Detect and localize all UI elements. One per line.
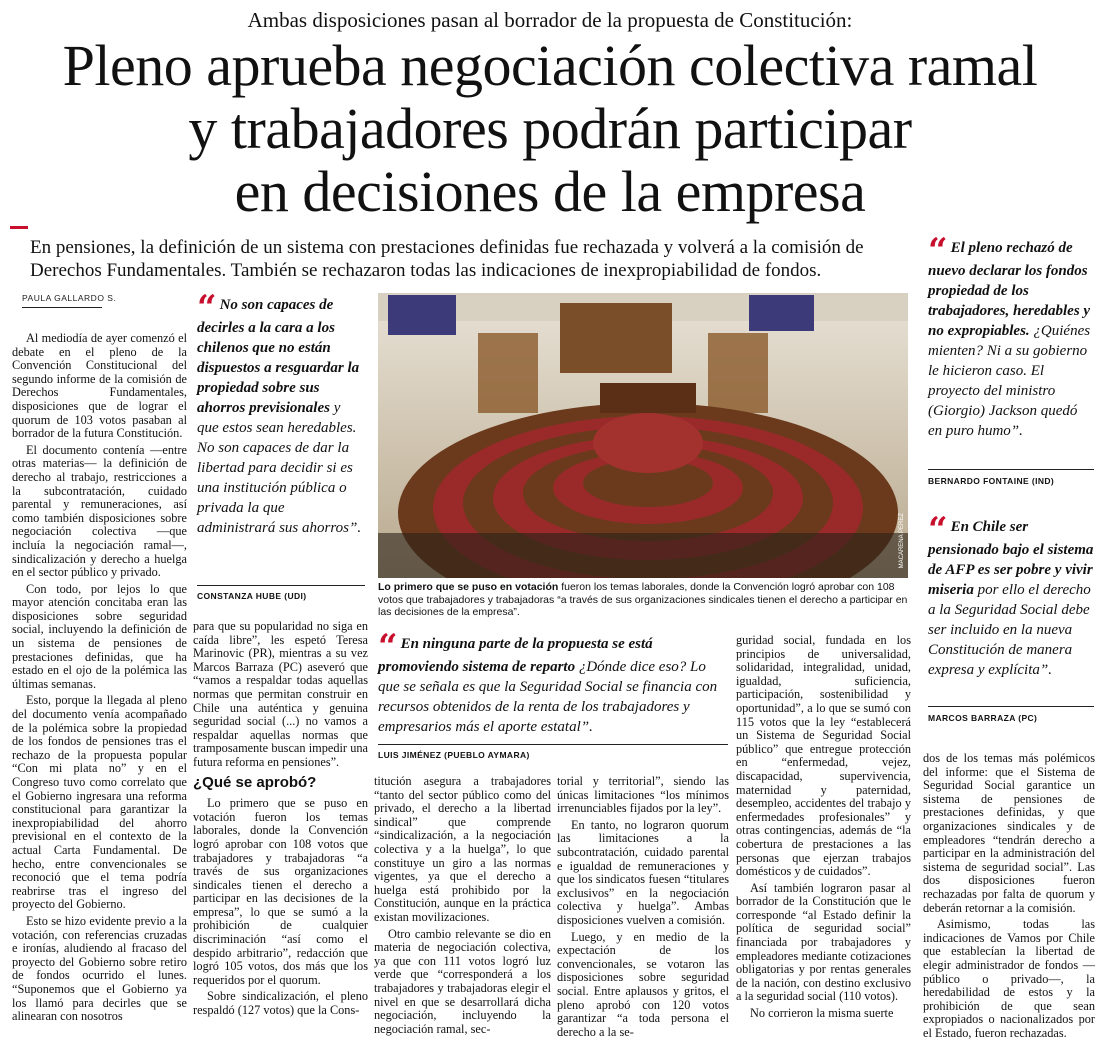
quote-attribution: LUIS JIMÉNEZ (PUEBLO AYMARA): [378, 750, 530, 760]
quote-text: por ello el derecho a la Seguridad Social debe ser incluido en la nueva Constitución de manera expresa y explícita”.: [928, 582, 1091, 678]
quote-attribution: CONSTANZA HUBE (UDI): [197, 591, 307, 601]
quote-text: y que estos sean heredables. No son capaces de dar la libertad para decidir si es una institución pública o privada la que administrará sus ahorros”.: [197, 400, 362, 536]
paragraph: Así también lograron pasar al borrador de la Constitución que le corresponde “al Estado definir la política de seguridad social” financiada por trabajadores y empleadores mediante cotizaciones obligatorias y por rentas generales de la nación, con destino exclusivo a la seguridad social (110 votos).: [736, 880, 911, 1004]
paragraph: El documento contenía —entre otras materias— la definición de derecho al trabajo, restricciones a la subcontratación, cuidado parental y remuneraciones, así como también disposiciones sobre negociación colectiva —que incluía la negociación ramal—, sindicalización y derecho a huelga en el sector público y privado.: [12, 442, 187, 580]
paragraph: No corrieron la misma suerte: [750, 1006, 894, 1021]
quote-rule: [378, 744, 728, 745]
quote-bold: En Chile ser pensionado bajo el sistema de AFP es ser pobre y vivir miseria: [928, 519, 1094, 598]
section-heading: ¿Qué se aprobó?: [193, 773, 317, 791]
quote-mark-icon: “: [197, 288, 217, 328]
subdeck: En pensiones, la definición de un sistema con prestaciones definidas fue rechazada y volverá a la comisión de Derechos Fundamentales. También se rechazaron todas las indicaciones de inexpropiabilidad de fondos.: [30, 237, 864, 281]
quote-rule: [928, 469, 1094, 470]
paragraph: Lo primero que se puso en votación fueron los temas laborales, donde la Convención logró aprobar con 108 votos que trabajadores y trabajadoras “a través de sus organizaciones sindicales tienen el derecho a participar en las decisiones de la empresa”, lo que se sumó a la prohibición de cualquier discriminación “así como el despido arbitrario”, redacción que logró 105 votos, dos más que los requeridos por el quorum.: [193, 796, 368, 987]
quote-mark-icon: “: [928, 510, 948, 550]
paragraph: Esto, porque la llegada al pleno del documento venía acompañado de la polémica sobre la propiedad de los fondos de pensiones tras el rechazo de la propuesta popular “Con mi plata no” y en el Congreso tuvo como correlato que el Gobierno ingresara una reforma constitucional para garantizar la inexpropiabilidad del ahorro previsional en el contexto de la actual Carta Fundamental. De hecho, entre convencionales se reconoció que el tema podría reabrirse tras el ingreso del proyecto del Gobierno.: [12, 693, 187, 912]
quote-rule: [928, 706, 1094, 707]
article-column-5: [736, 634, 911, 1024]
quote-mark-icon: “: [378, 627, 398, 667]
quote-bold: En ninguna parte de la propuesta se está promoviendo sistema de reparto: [378, 636, 653, 675]
paragraph: Con todo, por lejos lo que mayor atención concitaba eran las disposiciones sobre seguridad social, incluyendo la definición de un sistema de pensiones de prestaciones definidas, que ha estado en el ojo de la polémica las últimas semanas.: [12, 581, 187, 691]
quote-mark-icon: “: [928, 231, 948, 271]
article-column-3: [374, 775, 551, 1039]
paragraph: torial y territorial”, siendo las únicas limitaciones “los mínimos irrenunciables fijados por la ley”.: [557, 774, 729, 816]
pull-quote-barraza: [928, 510, 1094, 680]
byline-rule: [22, 307, 102, 308]
paragraph: Sobre sindicalización, el pleno respaldó (127 votos) que la Cons-: [193, 989, 368, 1018]
accent-bar: [10, 226, 28, 229]
byline: PAULA GALLARDO S.: [22, 293, 117, 303]
caption-lead: Lo primero que se puso en votación: [378, 581, 559, 593]
plenary-photo: [378, 293, 908, 578]
pull-quote-fontaine: [928, 231, 1094, 441]
quote-text: ¿Dónde dice eso? Lo que se señala es que la Seguridad Social se financia con recursos obtenidos de la renta de los trabajadores y empresarios más el aporte estatal”.: [378, 659, 718, 735]
paragraph: titución asegura a trabajadores “tanto del sector público como del privado, el derecho a la libertad sindical” que comprende “sindicalización, a la negociación colectiva y a la huelga”, lo que constituye un giro a las normas vigentes, ya que el derecho a huelga está prohibido por la Constitución, aunque en la práctica existan movilizaciones.: [374, 774, 551, 924]
chamber-photo-illustration: [378, 293, 908, 578]
kicker: Ambas disposiciones pasan al borrador de la propuesta de Constitución:: [247, 8, 853, 32]
paragraph: para que su popularidad no siga en caída libre”, les espetó Teresa Marinovic (PR), mientras a su vez Marcos Barraza (PC) aseveró que “vamos a respaldar todas aquellas normas que permitan construir en Chile una auténtica y genuina seguridad social (...) no vamos a respaldar aquellas normas que tramposamente buscan impedir una futura reforma en pensiones”.: [193, 619, 368, 769]
paragraph: Asimismo, todas las indicaciones de Vamos por Chile que establecían la libertad de elegir administrador de fondos —público o privado—, la heredabilidad de estos y la prohibición de que sean expropiados o nacionalizados por el Estado, fueron rechazadas.: [923, 917, 1095, 1040]
photo-caption: [378, 581, 908, 619]
article-column-1: [12, 332, 187, 1027]
quote-text: ¿Quiénes mienten? Ni a su gobierno le hicieron caso. El proyecto del ministro (Giorgio) Jackson quedó en puro humo”.: [928, 323, 1091, 439]
quote-rule: [197, 585, 365, 586]
quote-bold: No son capaces de decirles a la cara a los chilenos que no están dispuestos a resguardar la propiedad sobre sus ahorros previsionales: [197, 297, 360, 416]
pull-quote-jimenez: [378, 627, 728, 737]
article-column-4: [557, 775, 729, 1042]
quote-attribution: MARCOS BARRAZA (PC): [928, 713, 1038, 723]
quote-attribution: BERNARDO FONTAINE (IND): [928, 476, 1055, 486]
paragraph: Al mediodía de ayer comenzó el debate en el pleno de la Convención Constitucional del segundo informe de la comisión de Derechos Fundamentales, disposiciones que de lograr el quorum de 103 votos pasaban al borrador de la futura Constitución.: [12, 331, 187, 441]
paragraph: En tanto, no lograron quorum las limitaciones a la subcontratación, cuidado parental e igualdad de remuneraciones y que los sindicatos fuesen “titulares exclusivos” en la negociación colectiva y huelga”. Ambas disposiciones vuelven a comisión.: [557, 817, 729, 927]
headline-line-1: Pleno aprueba negociación colectiva ramal: [62, 33, 1038, 98]
photo-credit: MACARENA PÉREZ: [899, 513, 905, 569]
paragraph: dos de los temas más polémicos del informe: que el Sistema de Seguridad Social garantice un sistema de pensiones de prestaciones definidas, y que organizaciones sindicales y de empleadores “tendrán derecho a participar en la administración del sistema de seguridad social”. Las dos disposiciones fueron rechazadas por falta de quorum y deberán retornar a la comisión.: [923, 751, 1095, 915]
headline-line-2: y trabajadores podrán participar: [188, 96, 912, 161]
caption-text: fueron los temas laborales, donde la Convención logró aprobar con 108 votos que trabajadores y trabajadoras “a través de sus organizaciones sindicales tienen el derecho a participar en las decisiones de la empresa”.: [378, 581, 908, 618]
headline-line-3: en decisiones de la empresa: [234, 159, 866, 224]
paragraph: Esto se hizo evidente previo a la votación, con referencias cruzadas e ironías, aludiendo al fracaso del proyecto del Gobierno sobre retiro de fondos ocurrido el lunes. “Suponemos que el Gobierno ya los llamó para decirles que se alinearan con nosotros: [12, 913, 187, 1024]
paragraph: Luego, y en medio de la expectación de los convencionales, se votaron las disposiciones sobre seguridad social. Entre aplausos y gritos, el pleno aprobó con 120 votos garantizar “a toda persona el derecho a la se-: [557, 929, 729, 1039]
article-column-6: [923, 752, 1095, 1043]
paragraph: Otro cambio relevante se dio en materia de negociación colectiva, ya que con 111 votos logró luz verde que “corresponderá a los trabajadores y trabajadoras elegir el nivel en que se desarrollará dicha negociación, incluyendo la negociación ramal, sec-: [374, 926, 551, 1036]
quote-bold: El pleno rechazó de nuevo declarar los fondos propiedad de los trabajadores, heredables y no expropiables.: [928, 240, 1091, 339]
article-column-2: [193, 620, 368, 1021]
paragraph: guridad social, fundada en los principios de universalidad, solidaridad, integralidad, unidad, igualdad, suficiencia, participación, sostenibilidad y oportunidad”, a lo que se sumó con 115 votos que la ley “establecerá un Sistema de Seguridad Social público” que entregue protección en “enfermedad, vejez, discapacidad, supervivencia, maternidad y paternidad, desempleo, accidentes del trabajo y enfermedades profesionales” y otras contingencias, además de “la cobertura de prestaciones a las personas que ejerzan trabajos domésticos y de cuidados”.: [736, 633, 911, 879]
headline: [0, 34, 1100, 223]
pull-quote-hube: [197, 288, 365, 538]
